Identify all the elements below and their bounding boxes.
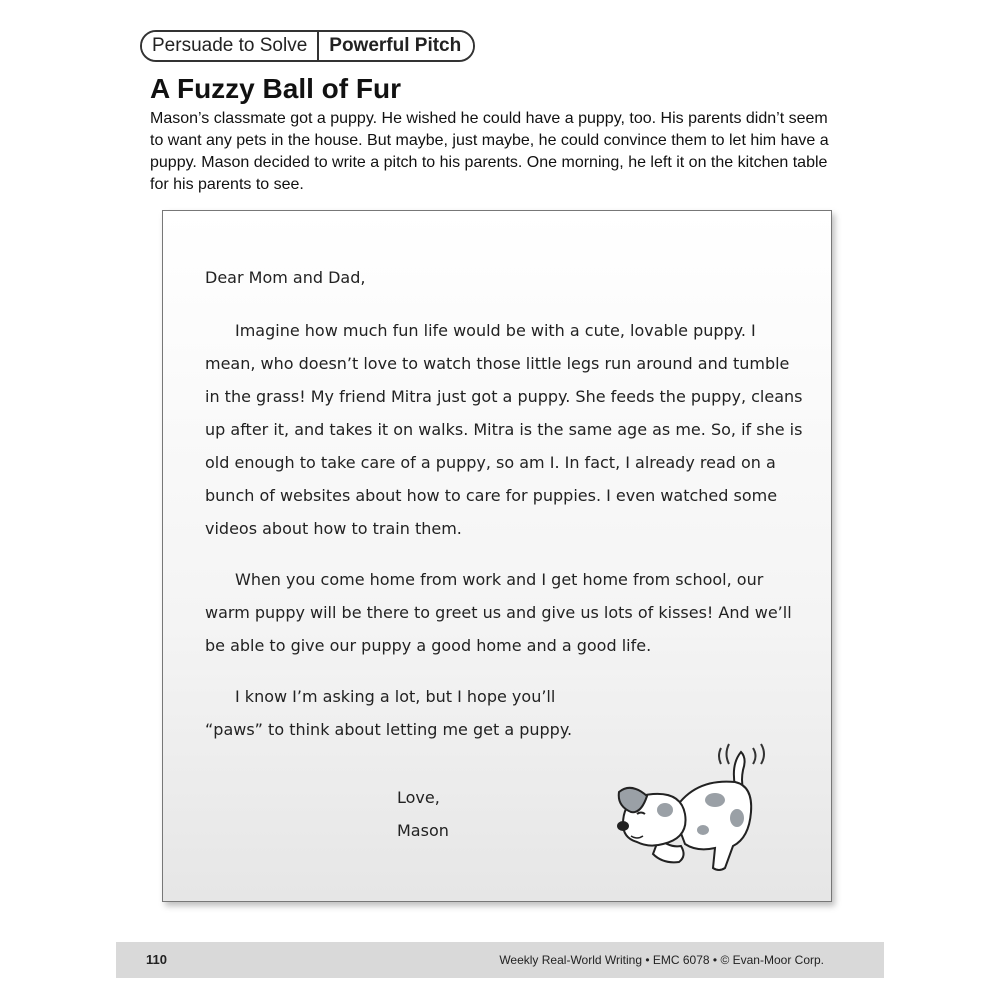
letter-card bbox=[162, 210, 832, 902]
letter-paragraph-2: When you come home from work and I get home from school, our warm puppy will be there to greet us and give us lots of kisses! And we’ll be able to give our puppy a good home and a good life. bbox=[205, 570, 792, 655]
worksheet-page bbox=[116, 0, 884, 1000]
letter-paragraph-3: I know I’m asking a lot, but I hope you’ll “paws” to think about letting me get a puppy. bbox=[205, 687, 573, 739]
closing-word: Love, bbox=[397, 788, 440, 807]
letter-body bbox=[205, 261, 805, 764]
page-footer bbox=[116, 942, 884, 978]
section-label: Persuade to Solve bbox=[142, 32, 319, 60]
puppy-illustration-icon bbox=[603, 726, 783, 876]
intro-paragraph: Mason’s classmate got a puppy. He wished he could have a puppy, too. His parents didn’t seem to want any pets in the house. But maybe, just maybe, he could convince them to let him have a puppy. Mason decided to write a pitch to his parents. One morning, he left it on the kitchen table for his parents to see. bbox=[150, 110, 829, 193]
letter-closing bbox=[397, 781, 449, 847]
footer-credit: Weekly Real-World Writing • EMC 6078 • © Evan-Moor Corp. bbox=[499, 953, 824, 967]
subsection-label: Powerful Pitch bbox=[319, 32, 473, 60]
letter-paragraph-1: Imagine how much fun life would be with a cute, lovable puppy. I mean, who doesn’t love to watch those little legs run around and tumble in the grass! My friend Mitra just got a puppy. She feeds the puppy, cleans up after it, and takes it on walks. Mitra is the same age as me. So, if she is old enough to take care of a puppy, so am I. In fact, I already read on a bunch of websites about how to care for puppies. I even watched some videos about how to train them. bbox=[205, 321, 803, 538]
page-number: 110 bbox=[146, 952, 167, 967]
letter-greeting: Dear Mom and Dad, bbox=[205, 268, 366, 287]
section-header-pill bbox=[140, 30, 475, 62]
signature: Mason bbox=[397, 821, 449, 840]
page-title: A Fuzzy Ball of Fur bbox=[150, 73, 401, 104]
